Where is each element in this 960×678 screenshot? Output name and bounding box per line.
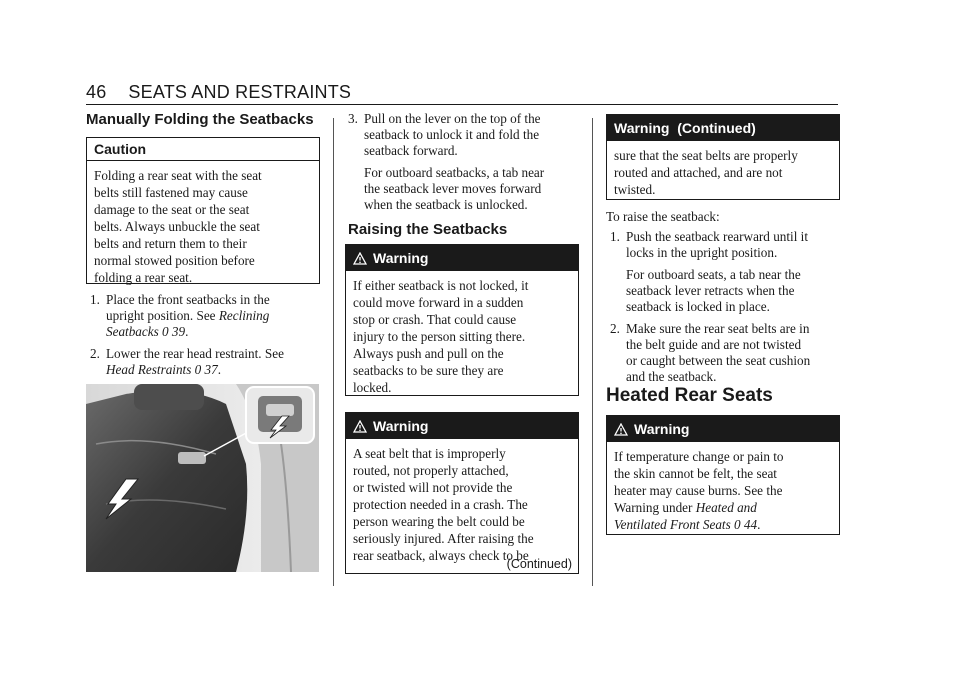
note-line: seatback is locked in place. <box>626 299 770 314</box>
step-text: or caught between the seat cushion <box>626 353 811 368</box>
step-text: upright position. See <box>106 308 219 323</box>
caution-line: Folding a rear seat with the seat <box>94 168 262 183</box>
caution-line: damage to the seat or the seat <box>94 202 250 217</box>
warning-line: routed, not properly attached, <box>353 463 509 478</box>
step-text: Lower the rear head restraint. See <box>106 346 284 361</box>
note-line: when the seatback is unlocked. <box>364 197 528 212</box>
caution-line: belts still fastened may cause <box>94 185 248 200</box>
cross-reference: Heated and <box>695 500 757 515</box>
punctuation: . <box>185 324 189 339</box>
caution-box <box>86 137 320 284</box>
column-divider-2 <box>592 118 593 586</box>
caution-body <box>87 161 319 292</box>
step-note <box>606 267 842 315</box>
caution-line: belts. Always unbuckle the seat <box>94 219 260 234</box>
list-item <box>610 321 842 385</box>
warning-title <box>607 416 839 442</box>
list-item <box>90 346 326 378</box>
warning-title-text: Warning <box>634 421 690 437</box>
caution-line: normal stowed position before <box>94 253 255 268</box>
step-text: the belt guide and are not twisted <box>626 337 802 352</box>
step-text: Place the front seatbacks in the <box>106 292 270 307</box>
punctuation: . <box>757 517 761 532</box>
warning-triangle-icon <box>353 420 367 433</box>
step-text: locks in the upright position. <box>626 245 778 260</box>
warning-body <box>346 271 578 402</box>
warning-line: person wearing the belt could be <box>353 514 525 529</box>
header-rule <box>86 104 838 105</box>
list-item <box>90 292 326 340</box>
warning-line: heater may cause burns. See the <box>614 483 783 498</box>
column-1 <box>86 111 322 128</box>
seatback-illustration <box>86 384 319 572</box>
cross-reference: Head Restraints <box>106 362 192 377</box>
column-2 <box>348 111 584 238</box>
step-text: seatback forward. <box>364 143 458 158</box>
warning-line: A seat belt that is improperly <box>353 446 506 461</box>
page-reference: 0 44 <box>734 517 758 532</box>
cross-reference: Seatbacks <box>106 324 159 339</box>
page-reference: 0 37 <box>194 362 218 377</box>
warning-line: or twisted will not provide the <box>353 480 513 495</box>
note-line: For outboard seats, a tab near the <box>626 267 801 282</box>
list-item <box>348 111 584 159</box>
warning-line: stop or crash. That could cause <box>353 312 517 327</box>
warning-line: If either seatback is not locked, it <box>353 278 529 293</box>
step-number: 1. <box>610 229 620 244</box>
punctuation: . <box>217 362 222 377</box>
step-text: Push the seatback rearward until it <box>626 229 809 244</box>
step-text: Pull on the lever on the top of the <box>364 111 541 126</box>
warning-line: rear seatback, always check to be <box>353 548 529 563</box>
caution-line: folding a rear seat. <box>94 270 193 285</box>
column-divider-1 <box>333 118 334 586</box>
page-reference: 0 39 <box>162 324 186 339</box>
warning-box-3 <box>606 415 840 535</box>
cross-reference: Ventilated Front Seats <box>614 517 731 532</box>
warning-line: sure that the seat belts are properly <box>614 148 798 163</box>
warning-line: injury to the person sitting there. <box>353 329 526 344</box>
seatback-lever <box>178 452 206 464</box>
folding-steps <box>90 292 326 384</box>
step-number: 2. <box>90 346 100 361</box>
step-note <box>348 165 584 213</box>
warning-line: If temperature change or pain to <box>614 449 784 464</box>
section-heading-raising: Raising the Seatbacks <box>348 221 508 238</box>
warning-line: seatbacks to be sure they are <box>353 363 504 378</box>
warning-line: locked. <box>353 380 392 395</box>
warning-line: could move forward in a sudden <box>353 295 524 310</box>
list-item <box>610 229 842 261</box>
page-header <box>86 82 351 103</box>
warning-box-1 <box>345 244 579 396</box>
raise-instructions <box>606 208 842 391</box>
step-text: Make sure the rear seat belts are in <box>626 321 810 336</box>
warning-triangle-icon <box>353 252 367 265</box>
step-text: seatback to unlock it and fold the <box>364 127 540 142</box>
warning-title <box>346 245 578 271</box>
warning-title-text: Warning <box>373 250 429 266</box>
rear-seatback <box>86 391 247 572</box>
caution-title: Caution <box>87 138 319 161</box>
step-number: 1. <box>90 292 100 307</box>
warning-title-text: Warning <box>373 418 429 434</box>
section-title: SEATS AND RESTRAINTS <box>128 82 352 102</box>
warning-line: routed and attached, and are not <box>614 165 783 180</box>
note-line: For outboard seatbacks, a tab near <box>364 165 545 180</box>
warning-line: twisted. <box>614 182 656 197</box>
warning-line: the skin cannot be felt, the seat <box>614 466 777 481</box>
warning-line: Always push and pull on the <box>353 346 504 361</box>
page-number: 46 <box>86 82 107 102</box>
warning-line: seriously injured. After raising the <box>353 531 534 546</box>
lever-handle <box>266 404 294 416</box>
warning-line: Warning under <box>614 500 696 515</box>
cross-reference: Reclining <box>218 308 270 323</box>
warning-title: Warning (Continued) <box>607 115 839 141</box>
warning-body <box>607 442 839 539</box>
warning-body <box>607 141 839 204</box>
warning-title <box>346 413 578 439</box>
note-line: the seatback lever moves forward <box>364 181 542 196</box>
continued-label: (Continued) <box>506 557 572 571</box>
caution-line: belts and return them to their <box>94 236 247 251</box>
step-text: and the seatback. <box>626 369 717 384</box>
section-heading-heated: Heated Rear Seats <box>606 385 773 406</box>
warning-box-2 <box>345 412 579 574</box>
warning-line: protection needed in a crash. The <box>353 497 528 512</box>
step-number: 2. <box>610 321 620 336</box>
warning-continued-box <box>606 114 840 200</box>
intro-text: To raise the seatback: <box>606 209 720 224</box>
section-heading-folding: Manually Folding the Seatbacks <box>86 111 314 128</box>
warning-body <box>346 439 578 570</box>
step-number: 3. <box>348 111 358 126</box>
head-restraint <box>134 384 204 410</box>
warning-triangle-icon <box>614 423 628 436</box>
note-line: seatback lever retracts when the <box>626 283 795 298</box>
